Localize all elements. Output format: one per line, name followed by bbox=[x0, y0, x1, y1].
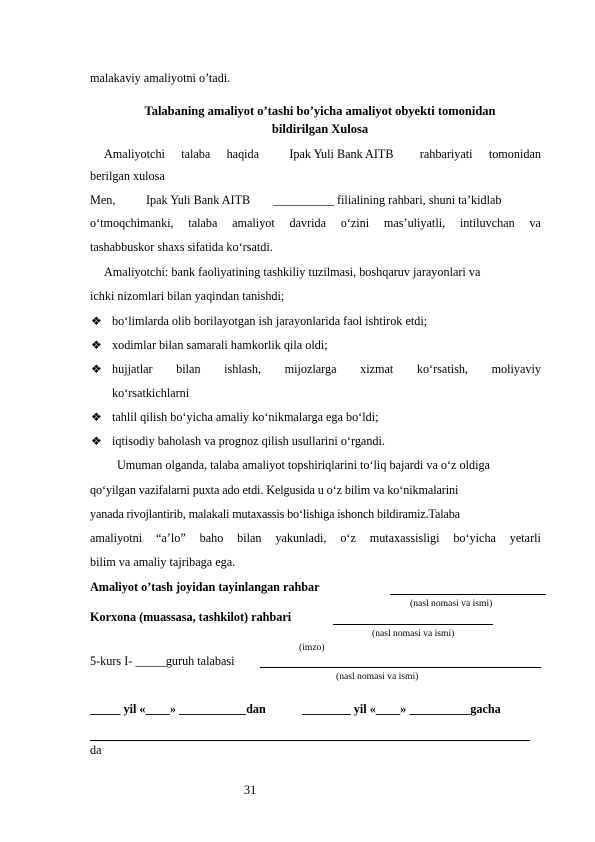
paragraph-1-line-2: berilgan xulosa bbox=[90, 169, 165, 183]
word: bilan bbox=[176, 362, 201, 376]
practice-leader-signature-line[interactable] bbox=[390, 594, 546, 595]
summary-line-4 bbox=[90, 531, 541, 546]
word: amaliyot bbox=[232, 216, 275, 230]
word: ko‘rsatish, bbox=[416, 362, 468, 376]
word: haqida bbox=[226, 147, 260, 161]
diamond-bullet-icon: ❖ bbox=[91, 362, 102, 376]
bullet-item-4: tahlil qilish bo‘yicha amaliy ko‘nikmalarga ega bo‘ldi; bbox=[112, 410, 379, 424]
diamond-bullet-icon: ❖ bbox=[91, 410, 102, 424]
word: amaliyotni bbox=[90, 531, 143, 545]
word: mas’uliyatli, bbox=[383, 216, 446, 230]
word: o‘z bbox=[340, 531, 356, 545]
word: va bbox=[529, 216, 541, 230]
bullet-item-5: iqtisodiy baholash va prognoz qilish usullarini o‘rgandi. bbox=[112, 434, 385, 448]
paragraph-2-bank-name: Ipak Yuli Bank AITB bbox=[146, 193, 251, 207]
word: rahbariyati bbox=[419, 147, 473, 161]
place-suffix: da bbox=[90, 743, 102, 757]
section-title-line-1: Talabaning amaliyot o’tashi bo’yicha amaliyot obyekti tomonidan bbox=[144, 104, 496, 118]
student-group-label: 5-kurs I- _____guruh talabasi bbox=[90, 654, 235, 668]
word: xizmat bbox=[360, 362, 394, 376]
signature-caption: (imzo) bbox=[299, 642, 325, 653]
word: yetarli bbox=[509, 531, 541, 545]
paragraph-2-line-2 bbox=[90, 216, 541, 231]
word: tomonidan bbox=[488, 147, 541, 161]
paragraph-3-line-1: Amaliyotchi: bank faoliyatining tashkiliy tuzilmasi, boshqaruv jarayonlari va bbox=[104, 265, 481, 279]
paragraph-2-men: Men, bbox=[90, 193, 116, 207]
word: bo‘yicha bbox=[453, 531, 496, 545]
diamond-bullet-icon: ❖ bbox=[91, 434, 102, 448]
word: mijozlarga bbox=[284, 362, 337, 376]
organization-head-signature-line[interactable] bbox=[333, 624, 493, 625]
summary-line-3: yanada rivojlantirib, malakali mutaxassis bo‘lishiga ishonch bildiramiz.Talaba bbox=[90, 507, 460, 521]
word: ishlash, bbox=[224, 362, 262, 376]
paragraph-2-line-3: tashabbuskor shaxs sifatida ko‘rsatdi. bbox=[90, 240, 273, 254]
practice-leader-label: Amaliyot o’tash joyidan tayinlangan rahbar bbox=[90, 580, 320, 594]
word: moliyaviy bbox=[491, 362, 541, 376]
word: davrida bbox=[289, 216, 327, 230]
practice-leader-caption: (nasl nomasi va ismi) bbox=[410, 598, 493, 609]
student-name-line[interactable] bbox=[260, 667, 541, 668]
section-title-line-2: bildirilgan Xulosa bbox=[271, 122, 369, 136]
word: talaba bbox=[181, 147, 211, 161]
word: bilan bbox=[237, 531, 262, 545]
paragraph-3-line-2: ichki nizomlari bilan yaqindan tanishdi; bbox=[90, 289, 285, 303]
student-caption: (nasl nomasi va ismi) bbox=[336, 671, 419, 682]
word: mutaxassisligi bbox=[369, 531, 440, 545]
date-from: _____ yil «____» ___________dan bbox=[90, 702, 266, 716]
bullet-item-1: bo‘limlarda olib borilayotgan ish jarayonlarida faol ishtirok etdi; bbox=[112, 314, 428, 328]
bullet-item-3 bbox=[112, 362, 541, 377]
summary-line-5: bilim va amaliy tajribaga ega. bbox=[90, 555, 236, 569]
word: Amaliyotchi bbox=[104, 147, 165, 161]
paragraph-2-rest: __________ filialining rahbari, shuni ta’kidlab bbox=[273, 193, 502, 207]
page-number: 31 bbox=[244, 783, 257, 797]
place-line[interactable] bbox=[90, 740, 530, 741]
paragraph-1-line-1 bbox=[90, 147, 541, 162]
organization-head-label: Korxona (muassasa, tashkilot) rahbari bbox=[90, 610, 292, 624]
date-to: ________ yil «____» __________gacha bbox=[302, 702, 501, 716]
intro-line: malakaviy amaliyotni o’tadi. bbox=[90, 71, 231, 85]
organization-head-caption: (nasl nomasi va ismi) bbox=[372, 628, 455, 639]
word: yakunladi, bbox=[275, 531, 327, 545]
bullet-item-2: xodimlar bilan samarali hamkorlik qila oldi; bbox=[112, 338, 328, 352]
word: o‘zini bbox=[340, 216, 370, 230]
word: baho bbox=[199, 531, 224, 545]
word: talaba bbox=[188, 216, 218, 230]
word: hujjatlar bbox=[112, 362, 153, 376]
word: “a’lo” bbox=[155, 531, 186, 545]
diamond-bullet-icon: ❖ bbox=[91, 314, 102, 328]
summary-line-2: qo‘yilgan vazifalarni puxta ado etdi. Kelgusida u o‘z bilim va ko‘nikmalarini bbox=[90, 483, 459, 497]
summary-line-1: Umuman olganda, talaba amaliyot topshiriqlarini to‘liq bajardi va o‘z oldiga bbox=[117, 458, 490, 472]
word: o‘tmoqchimanki, bbox=[90, 216, 174, 230]
diamond-bullet-icon: ❖ bbox=[91, 338, 102, 352]
bullet-item-3-continued: ko‘rsatkichlarni bbox=[112, 386, 190, 400]
bank-name: Ipak Yuli Bank AITB bbox=[289, 147, 394, 161]
word: intiluvchan bbox=[459, 216, 515, 230]
